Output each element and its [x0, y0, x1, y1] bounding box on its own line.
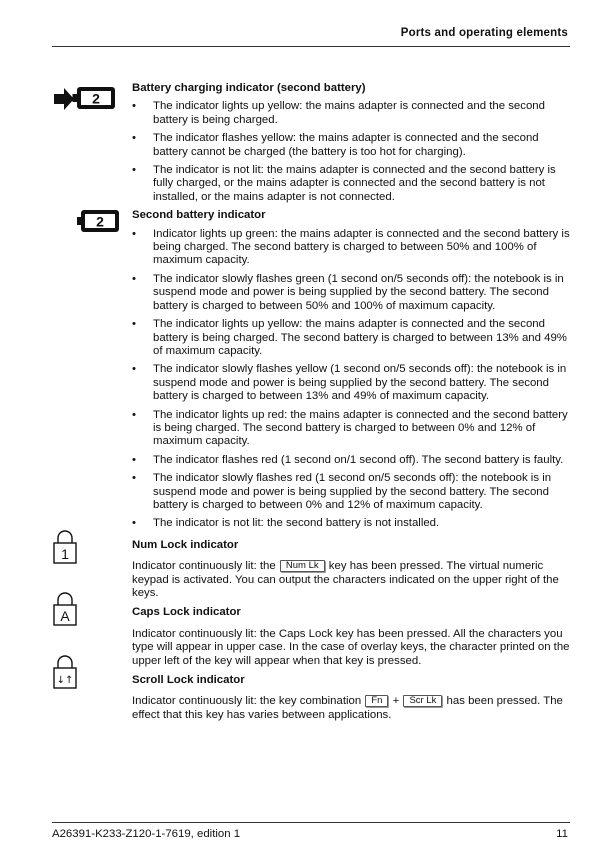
list-item: • The indicator slowly flashes red (1 second on/5 seconds off): the notebook is in suspend mode and power is being supplied by the second battery. The second battery is charged to between 0% and 12% of maximum capacity. [132, 472, 570, 512]
section-scroll-lock [132, 674, 570, 722]
battery-2-charging-icon [54, 84, 120, 114]
bullet-list [132, 228, 570, 531]
plus-sign: + [389, 695, 403, 708]
section-title: Battery charging indicator (second battery) [132, 82, 366, 94]
list-item: • The indicator flashes red (1 second on/1 second off). The second battery is faulty. [132, 454, 570, 467]
num-lock-key: Num Lk [280, 560, 325, 572]
section-num-lock [132, 539, 570, 601]
list-item: • The indicator lights up yellow: the mains adapter is connected and the second battery is being charged. The second battery is charged to between 13% and 49% of maximum capacity. [132, 318, 570, 358]
section-title: Scroll Lock indicator [132, 674, 245, 687]
bullet-list [132, 100, 570, 204]
battery-number: 2 [96, 213, 104, 230]
section-battery-charging [132, 82, 570, 204]
section-second-battery [132, 209, 570, 531]
num-lock-glyph: 1 [61, 546, 69, 562]
main-content [132, 82, 570, 722]
page-header-title: Ports and operating elements [400, 27, 568, 39]
page-number: 11 [556, 828, 568, 840]
scroll-lock-key: Scr Lk [403, 695, 442, 707]
scroll-lock-icon [53, 655, 77, 689]
caps-lock-icon [53, 592, 77, 626]
body-text-after: has been pressed. The effect that this key has varies between applications. [132, 695, 563, 721]
section-body: Indicator continuously lit: the Caps Lock key has been pressed. All the characters you type will appear in upper case. In the case of overlay keys, the character printed on the upper left of the key will appear when that key is pressed. [132, 627, 570, 667]
list-item: • Indicator lights up green: the mains adapter is connected and the second battery is being charged. The second battery is charged to between 50% and 100% of maximum capacity. [132, 228, 570, 268]
fn-key: Fn [365, 695, 388, 707]
battery-2-icon [77, 207, 121, 237]
body-text-before: Indicator continuously lit: the [132, 560, 279, 573]
list-item: • The indicator slowly flashes green (1 second on/5 seconds off): the notebook is in suspend mode and power is being supplied by the second battery. The second battery is charged to between 50% and 100% of maximum capacity. [132, 273, 570, 313]
list-item: • The indicator lights up red: the mains adapter is connected and the second battery is being charged. The second battery is charged to between 0% and 12% of maximum capacity. [132, 409, 570, 449]
list-item: • The indicator lights up yellow: the mains adapter is connected and the second battery is being charged. [132, 100, 570, 127]
body-text-before: Indicator continuously lit: the key combination [132, 695, 365, 708]
section-body [132, 695, 570, 722]
scroll-lock-glyph: ↓↑ [56, 675, 74, 686]
section-caps-lock [132, 606, 570, 668]
footer-doc-id: A26391-K233-Z120-1-7619, edition 1 [52, 828, 241, 840]
list-item: • The indicator is not lit: the second battery is not installed. [132, 517, 570, 530]
list-item: • The indicator is not lit: the mains adapter is connected and the second battery is fully charged, or the mains adapter is connected and the second battery is not installed, or the mains adapter is not connected. [132, 164, 570, 204]
section-title: Num Lock indicator [132, 538, 239, 551]
section-title: Caps Lock indicator [132, 606, 241, 619]
body-text-after: key has been pressed. The virtual numeric keypad is activated. You can output the characters indicated on the upper right of the keys. [132, 560, 559, 599]
num-lock-icon [53, 530, 77, 564]
section-body [132, 560, 570, 600]
header-rule [52, 46, 570, 47]
footer-rule [52, 822, 570, 823]
section-title: Second battery indicator [132, 209, 266, 222]
list-item: • The indicator slowly flashes yellow (1 second on/5 seconds off): the notebook is in suspend mode and power is being supplied by the second battery. The second battery is charged to between 13% and 49% of maximum capacity. [132, 363, 570, 403]
caps-lock-glyph: A [60, 608, 70, 624]
battery-number: 2 [92, 90, 100, 107]
list-item: • The indicator flashes yellow: the mains adapter is connected and the second battery cannot be charged (the battery is too hot for charging). [132, 132, 570, 159]
